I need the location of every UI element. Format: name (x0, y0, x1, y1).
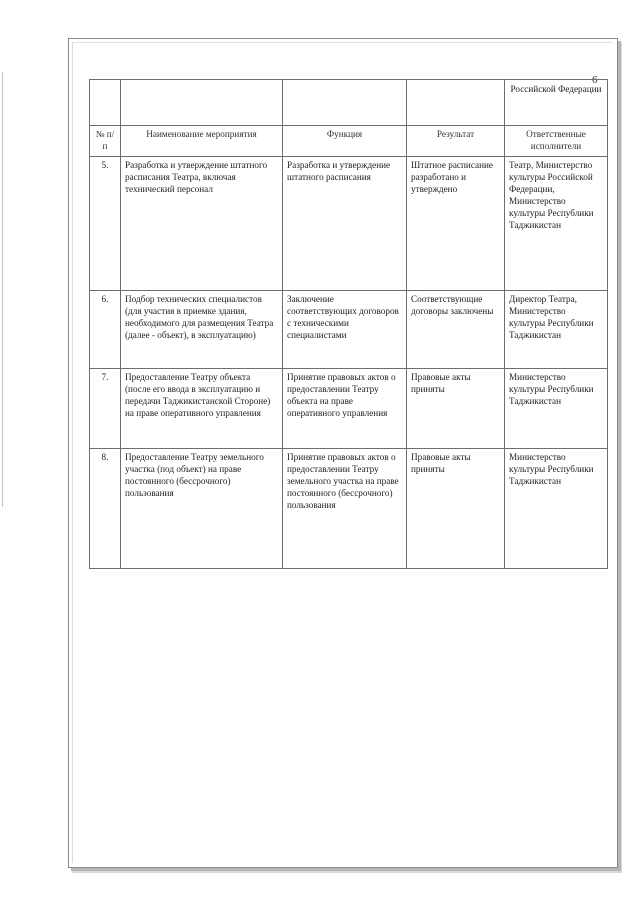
table-header-row (90, 126, 608, 157)
header-name: Наименование мероприятия (121, 126, 283, 157)
row-number: 8. (90, 448, 121, 568)
table-row (90, 448, 608, 568)
continued-cell-responsible: Российской Федерации (505, 80, 608, 126)
continued-cell-empty (121, 80, 283, 126)
row-result: Правовые акты приняты (407, 448, 505, 568)
header-number: № п/п (90, 126, 121, 157)
row-function: Заключение соответствующих договоров с техническими специалистами (283, 290, 407, 368)
row-result: Соответствующие договоры заключены (407, 290, 505, 368)
header-function: Функция (283, 126, 407, 157)
continued-row (90, 80, 608, 126)
row-responsible: Министерство культуры Республики Таджикистан (505, 368, 608, 448)
row-responsible: Министерство культуры Республики Таджикистан (505, 448, 608, 568)
continued-cell-empty (90, 80, 121, 126)
table-row (90, 290, 608, 368)
scan-edge-mark (2, 72, 3, 507)
row-name: Предоставление Театру объекта (после его ввода в эксплуатацию и передачи Таджикистанской Стороне) на праве оперативного управления (121, 368, 283, 448)
row-responsible: Театр, Министерство культуры Российской Федерации, Министерство культуры Республики Таджикистан (505, 156, 608, 290)
row-function: Принятие правовых актов о предоставлении Театру объекта на праве оперативного управления (283, 368, 407, 448)
continued-cell-empty (407, 80, 505, 126)
row-function: Разработка и утверждение штатного расписания (283, 156, 407, 290)
row-result: Штатное расписание разработано и утверждено (407, 156, 505, 290)
table-row (90, 368, 608, 448)
measures-table (89, 79, 608, 569)
row-name: Подбор технических специалистов (для участия в приемке здания, необходимого для размещения Театра (далее - объект), в эксплуатацию) (121, 290, 283, 368)
header-result: Результат (407, 126, 505, 157)
row-number: 5. (90, 156, 121, 290)
row-responsible: Директор Театра, Министерство культуры Республики Таджикистан (505, 290, 608, 368)
row-number: 7. (90, 368, 121, 448)
header-responsible: Ответственные исполнители (505, 126, 608, 157)
continued-cell-empty (283, 80, 407, 126)
page-number: 6 (592, 74, 598, 86)
table-row (90, 156, 608, 290)
row-result: Правовые акты приняты (407, 368, 505, 448)
row-name: Разработка и утверждение штатного расписания Театра, включая технический персонал (121, 156, 283, 290)
row-name: Предоставление Театру земельного участка (под объект) на праве постоянного (бессрочного) пользования (121, 448, 283, 568)
row-function: Принятие правовых актов о предоставлении Театру земельного участка на праве постоянного (бессрочного) пользования (283, 448, 407, 568)
row-number: 6. (90, 290, 121, 368)
